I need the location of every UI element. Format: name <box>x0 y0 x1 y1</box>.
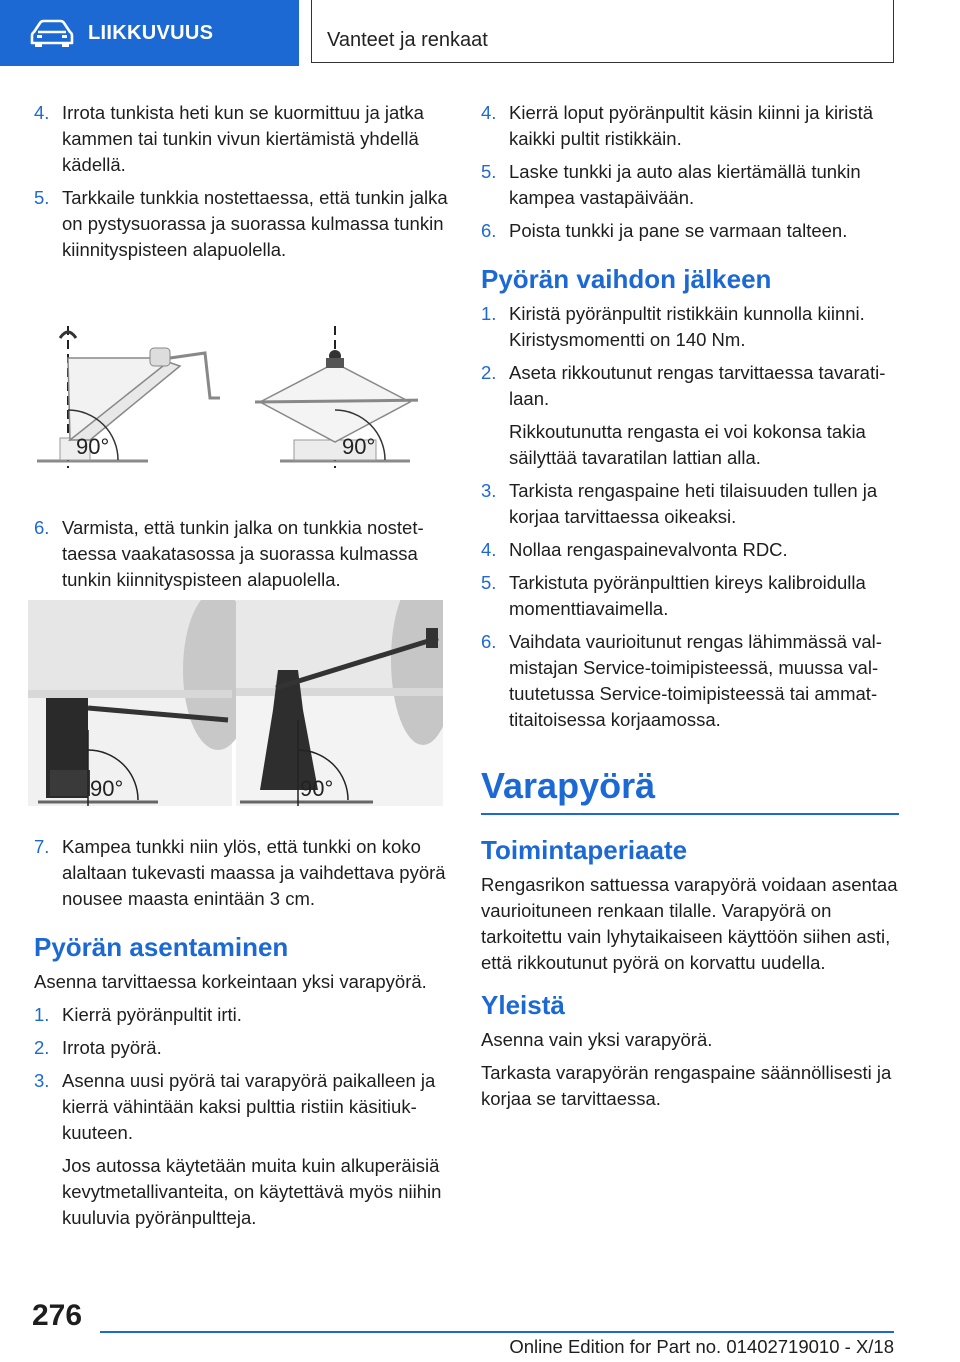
step-text: Kampea tunkki niin ylös, että tunkki on koko alaltaan tukevasti maassa ja vaihdettava pyörä nousee maasta enintään 3 cm. <box>62 836 446 909</box>
list-item <box>34 1035 452 1061</box>
step-text: Laske tunkki ja auto alas kiertämällä tunkin kampea vastapäivään. <box>509 161 861 208</box>
list-item <box>481 159 899 211</box>
step-number: 4. <box>481 539 497 560</box>
step-number: 1. <box>481 303 497 324</box>
general-text-1: Asenna vain yksi varapyörä. <box>481 1029 713 1050</box>
mount-note: Jos autossa käytetään muita kuin alkuperäisiä kevytmetallivanteita, on käytettävä myös niihin kuuluvia pyöränpultteja. <box>62 1155 442 1228</box>
car-icon <box>30 18 74 48</box>
after-note: Rikkoutunutta rengasta ei voi kokonsa takia säilyttää tavaratilan lattian alla. <box>509 421 866 468</box>
list-item <box>34 100 452 178</box>
edition-text: Online Edition for Part no. 01402719010 - X/18 <box>509 1336 894 1357</box>
step-text: Nollaa rengaspainevalvonta RDC. <box>509 539 788 560</box>
heading-general: Yleistä <box>481 990 565 1020</box>
jack-diagram-figure <box>30 318 418 468</box>
chapter-title: Vanteet ja renkaat <box>327 29 488 51</box>
angle-label: 90° <box>90 776 124 801</box>
step-number: 2. <box>481 362 497 383</box>
step-list <box>34 1002 452 1146</box>
list-item <box>34 1002 452 1028</box>
step-number: 6. <box>481 631 497 652</box>
list-item <box>481 478 899 530</box>
step-number: 1. <box>34 1004 50 1025</box>
step-number: 7. <box>34 836 50 857</box>
step-text: Irrota tunkista heti kun se kuormittuu ja jatka kammen tai tunkin vivun kiertämistä yhdellä kädellä. <box>62 102 424 175</box>
list-item <box>481 537 899 563</box>
principle-text: Rengasrikon sattuessa varapyörä voidaan asentaa vaurioituneen renkaan tilalle. Varapyörä on tarkoitettu vain lyhytaikaiseen käyttöön siihen asti, että rikkoutunut pyörä on korvattu uudella. <box>481 874 898 973</box>
page-number: 276 <box>32 1299 83 1332</box>
general-text-2: Tarkasta varapyörän rengaspaine säännöllisesti ja korjaa se tarvittaessa. <box>481 1062 892 1109</box>
right-column <box>481 100 899 1119</box>
step-text: Tarkistuta pyöränpulttien kireys kalibroidulla momenttiavaimella. <box>509 572 866 619</box>
step-text: Kierrä loput pyöränpultit käsin kiinni ja kiristä kaikki pultit ristikkäin. <box>509 102 874 149</box>
list-item <box>481 100 899 152</box>
step-number: 4. <box>481 102 497 123</box>
step-text: Varmista, että tunkin jalka on tunkkia nostettaessa vaakatasossa ja suorassa kulmassa tunkin kiinnityspisteen alapuolella. <box>62 517 424 590</box>
step-text: Tarkkaile tunkkia nostettaessa, että tunkin jalka on pystysuorassa ja suorassa kulmassa tunkin kiinnityspisteen alapuolella. <box>62 187 448 260</box>
step-text: Tarkista rengaspaine heti tilaisuuden tullen ja korjaa tarvittaessa oikeaksi. <box>509 480 878 527</box>
angle-label: 90° <box>300 776 334 801</box>
step-number: 3. <box>481 480 497 501</box>
step-text: Kierrä pyöränpultit irti. <box>62 1004 242 1025</box>
step-text: Irrota pyörä. <box>62 1037 162 1058</box>
step-number: 6. <box>481 220 497 241</box>
step-number: 4. <box>34 102 50 123</box>
step-list <box>34 515 452 593</box>
section-label: LIIKKUVUUS <box>88 21 214 44</box>
step-number: 5. <box>34 187 50 208</box>
list-item <box>34 834 452 912</box>
list-item <box>481 360 899 412</box>
heading-after: Pyörän vaihdon jälkeen <box>481 264 772 294</box>
step-number: 3. <box>34 1070 50 1091</box>
list-item <box>481 629 899 733</box>
step-text: Poista tunkki ja pane se varmaan talteen. <box>509 220 848 241</box>
jack-photo-figure <box>28 600 443 806</box>
mount-intro: Asenna tarvittaessa korkeintaan yksi varapyörä. <box>34 971 427 992</box>
left-column <box>34 100 452 270</box>
footer-rule <box>100 1331 894 1333</box>
chapter-title-box <box>311 0 894 63</box>
left-column-part3 <box>34 834 452 1238</box>
list-item <box>481 570 899 622</box>
step-list <box>481 478 899 733</box>
angle-label: 90° <box>76 434 110 459</box>
section-tab <box>0 0 299 66</box>
list-item <box>34 1068 452 1146</box>
heading-spare: Varapyörä <box>481 765 899 815</box>
list-item <box>481 218 899 244</box>
step-number: 6. <box>34 517 50 538</box>
left-column-part2 <box>34 515 452 600</box>
step-text: Kiristä pyöränpultit ristikkäin kunnolla kiinni. Kiristysmomentti on 140 Nm. <box>509 303 865 350</box>
list-item <box>34 185 452 263</box>
step-list <box>34 100 452 263</box>
heading-mount: Pyörän asentaminen <box>34 932 289 962</box>
step-number: 2. <box>34 1037 50 1058</box>
step-list <box>481 100 899 244</box>
angle-label: 90° <box>342 434 376 459</box>
list-item <box>34 515 452 593</box>
step-list <box>34 834 452 912</box>
step-list <box>481 301 899 412</box>
list-item <box>481 301 899 353</box>
step-text: Aseta rikkoutunut rengas tarvittaessa tavaratilaan. <box>509 362 886 409</box>
step-text: Asenna uusi pyörä tai varapyörä paikalleen ja kierrä vähintään kaksi pulttia ristiin käsitiukkuuteen. <box>62 1070 436 1143</box>
step-number: 5. <box>481 572 497 593</box>
step-text: Vaihdata vaurioitunut rengas lähimmässä valmistajan Service-toimipisteessä, muussa valtuutetussa Service-toimipisteessä tai ammattitaitoisessa korjaamossa. <box>509 631 882 730</box>
heading-principle: Toimintaperiaate <box>481 835 688 865</box>
step-number: 5. <box>481 161 497 182</box>
